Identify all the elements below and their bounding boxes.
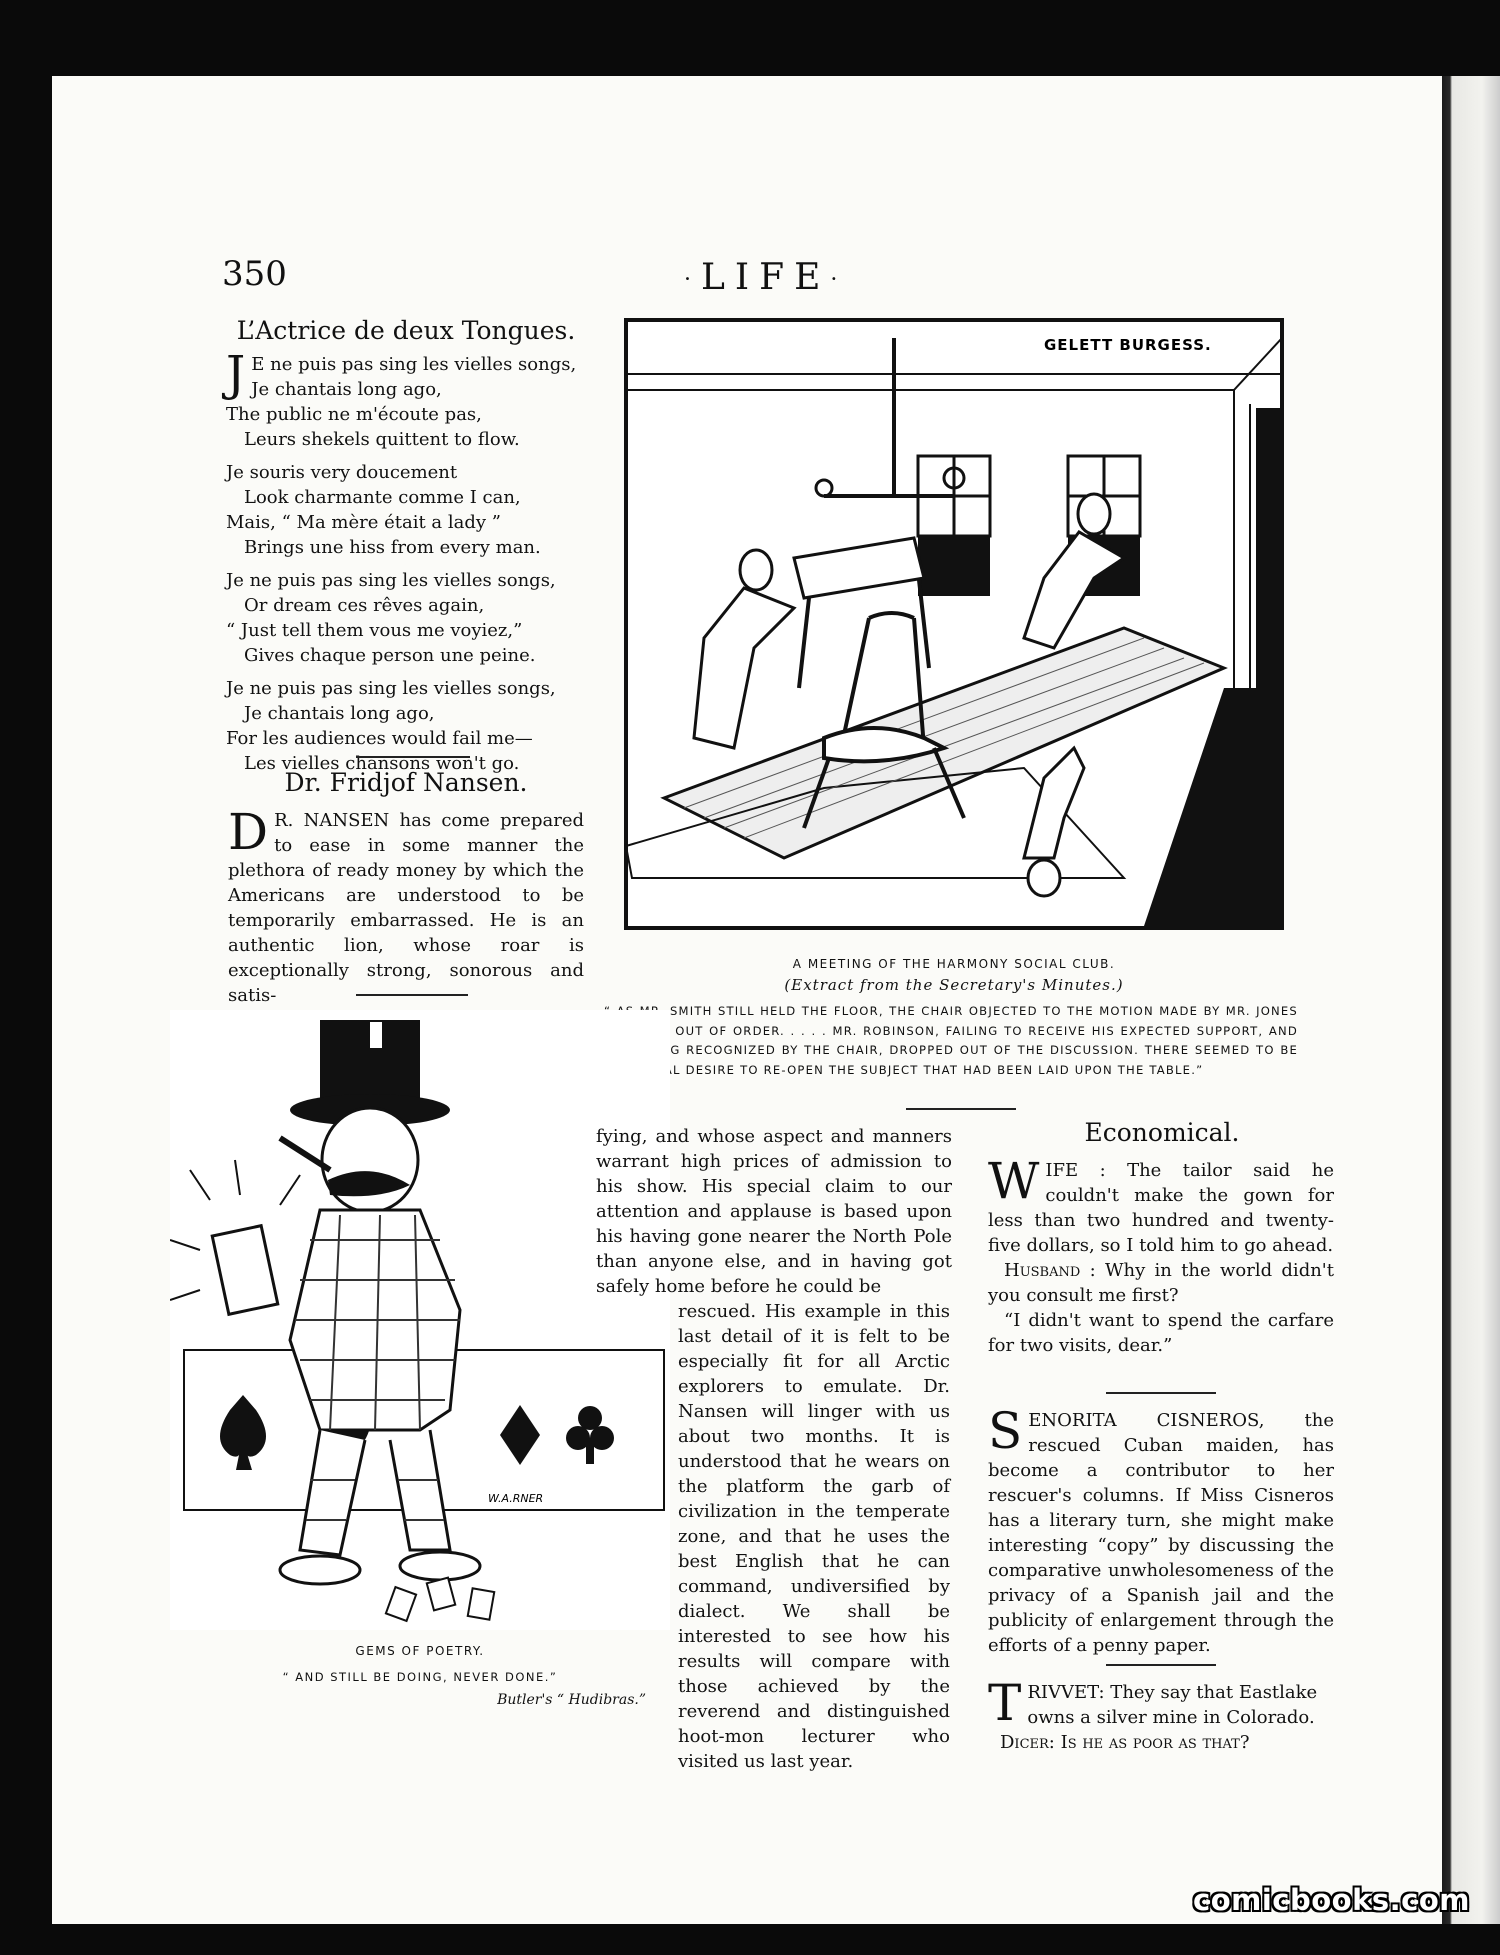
husband-label: Husband : (1004, 1260, 1096, 1281)
harmony-club-cartoon (624, 318, 1284, 930)
watermark: comicbooks.com (1193, 1883, 1470, 1917)
nansen-drop-cap: D (228, 803, 269, 861)
poem-title: L’Actrice de deux Tongues. (236, 316, 576, 345)
poem-line: Je souris very doucement (226, 462, 458, 483)
poem-body (226, 346, 586, 784)
nansen-column-2: fying, and whose aspect and manners warrant high prices of admission to his show. His special claim to our attention and applause is based upon his having gone nearer the North Pole than anyone else, and in having got safely home before he could be (596, 1126, 952, 1297)
poem-section (226, 318, 586, 343)
page-gutter (1442, 76, 1500, 1924)
poem-line: Leurs shekels quittent to flow. (244, 429, 520, 450)
poem-stanza-4 (226, 676, 586, 776)
nansen-text-1: R. NANSEN has come prepared to ease in some manner the plethora of ready money by which the Americans are understood to be temporarily embarrassed. He is an authentic lion, whose roar is exceptionally strong, sonorous and satis- (228, 810, 584, 1006)
harmony-cartoon-caption: A MEETING OF THE HARMONY SOCIAL CLUB. (792, 957, 1116, 971)
section-divider (356, 994, 468, 996)
poem-line: Gives chaque person une peine. (244, 645, 536, 666)
trivvet-line-2: Dicer: Is he as poor as that? (1000, 1732, 1250, 1753)
gems-cartoon-quote: “ AND STILL BE DOING, NEVER DONE.” (282, 1670, 558, 1684)
page-number: 350 (222, 254, 287, 294)
husband-line (988, 1258, 1334, 1308)
poem-line: “ Just tell them vous me voyiez,” (226, 620, 523, 641)
poem-line: Les vielles chansons won't go. (244, 753, 520, 774)
poem-line: Je chantais long ago, (244, 703, 435, 724)
poem-line: The public ne m'écoute pas, (226, 404, 482, 425)
poem-line: Brings une hiss from every man. (244, 537, 541, 558)
poem-line: E ne puis pas sing les vielles songs, (251, 354, 577, 375)
poem-stanza-1 (226, 346, 586, 452)
gems-cartoon-attribution: Butler's “ Hudibras.” (497, 1692, 646, 1708)
wife-label: IFE : (1045, 1160, 1106, 1181)
poem-line: For les audiences would fail me— (226, 728, 533, 749)
cisneros-drop-cap: S (988, 1402, 1023, 1460)
harmony-cartoon-quote: “ AS MR. SMITH STILL HELD THE FLOOR, THE CHAIR OBJECTED TO THE MOTION MADE BY MR. JONES AS BEING OUT OF ORDER. . . . . MR. ROBINSON, FAILING TO RECEIVE HIS EXPECTED SUPPORT, AND NOT BEING RECOGNIZED BY THE CHAIR, DROPPED OUT OF THE DISCUSSION. THERE SEEMED TO BE A GENERAL DESIRE TO RE-OPEN THE SUBJECT THAT HAD BEEN LAID UPON THE TABLE.” (604, 1004, 1298, 1077)
poem-line: Look charmante comme I can, (244, 487, 521, 508)
economical-section (988, 1120, 1336, 1145)
poem-line: Je chantais long ago, (251, 379, 442, 400)
poem-line: Je ne puis pas sing les vielles songs, (226, 678, 556, 699)
trivvet-drop-cap: T (988, 1674, 1022, 1732)
section-divider (1106, 1392, 1216, 1394)
masthead (684, 257, 847, 298)
reply-line: “I didn't want to spend the carfare for two visits, dear.” (988, 1310, 1334, 1356)
cisneros-paragraph (988, 1402, 1334, 1658)
trivvet-paragraph (988, 1674, 1334, 1755)
poem-line: Mais, “ Ma mère était a lady ” (226, 512, 501, 533)
masthead-dot-right: · (830, 267, 848, 293)
poem-line: Or dream ces rêves again, (244, 595, 485, 616)
section-divider (1106, 1664, 1216, 1666)
economical-title: Economical. (1084, 1118, 1240, 1147)
gems-cartoon-signature: W.A.RNER (488, 1492, 544, 1505)
masthead-title: LIFE (701, 257, 831, 298)
gems-cartoon-caption: GEMS OF POETRY. (355, 1644, 485, 1658)
economical-body (988, 1152, 1334, 1358)
poem-line: Je ne puis pas sing les vielles songs, (226, 570, 556, 591)
wife-text: The tailor said he couldn't make the gown for less than two hundred and twenty-five dollars, so I told him to go ahead. (988, 1160, 1334, 1256)
harmony-cartoon-signature: GELETT BURGESS. (1044, 336, 1212, 354)
nansen-title: Dr. Fridjof Nansen. (284, 768, 528, 797)
nansen-column-1 (228, 803, 584, 1008)
harmony-cartoon-subcaption: (Extract from the Secretary's Minutes.) (784, 976, 1124, 994)
poem-stanza-3 (226, 568, 586, 668)
cisneros-text: ENORITA CISNEROS, the rescued Cuban maiden, has become a contributor to her rescuer's columns. If Miss Cisneros has a literary turn, she might make interesting “copy” by discussing the comparative unwholesomeness of the privacy of a Spanish jail and the publicity of enlargement through the efforts of a penny paper. (988, 1410, 1334, 1656)
gems-of-poetry-cartoon (170, 1010, 670, 1630)
trivvet-line-1: RIVVET: They say that Eastlake owns a silver mine in Colorado. (1027, 1682, 1318, 1728)
economical-drop-cap: W (988, 1152, 1040, 1210)
section-divider (906, 1108, 1016, 1110)
nansen-section (226, 770, 586, 795)
poem-stanza-2 (226, 460, 586, 560)
poem-drop-cap: J (226, 346, 246, 402)
nansen-column-3: rescued. His example in this last detail of it is felt to be especially fit for all Arctic explorers to emulate. Dr. Nansen will linger with us about two months. It is understood that he wears on the platform the garb of civilization in the temperate zone, and that he uses the best English that he can command, undiversified by dialect. We shall be interested to see how his results will compare with those achieved by the reverend and distinguished hoot-mon lecturer who visited us last year. (678, 1301, 950, 1772)
husband-text: Why in the world didn't you consult me first? (988, 1260, 1334, 1306)
section-divider (356, 756, 470, 758)
masthead-dot-left: · (684, 267, 701, 293)
